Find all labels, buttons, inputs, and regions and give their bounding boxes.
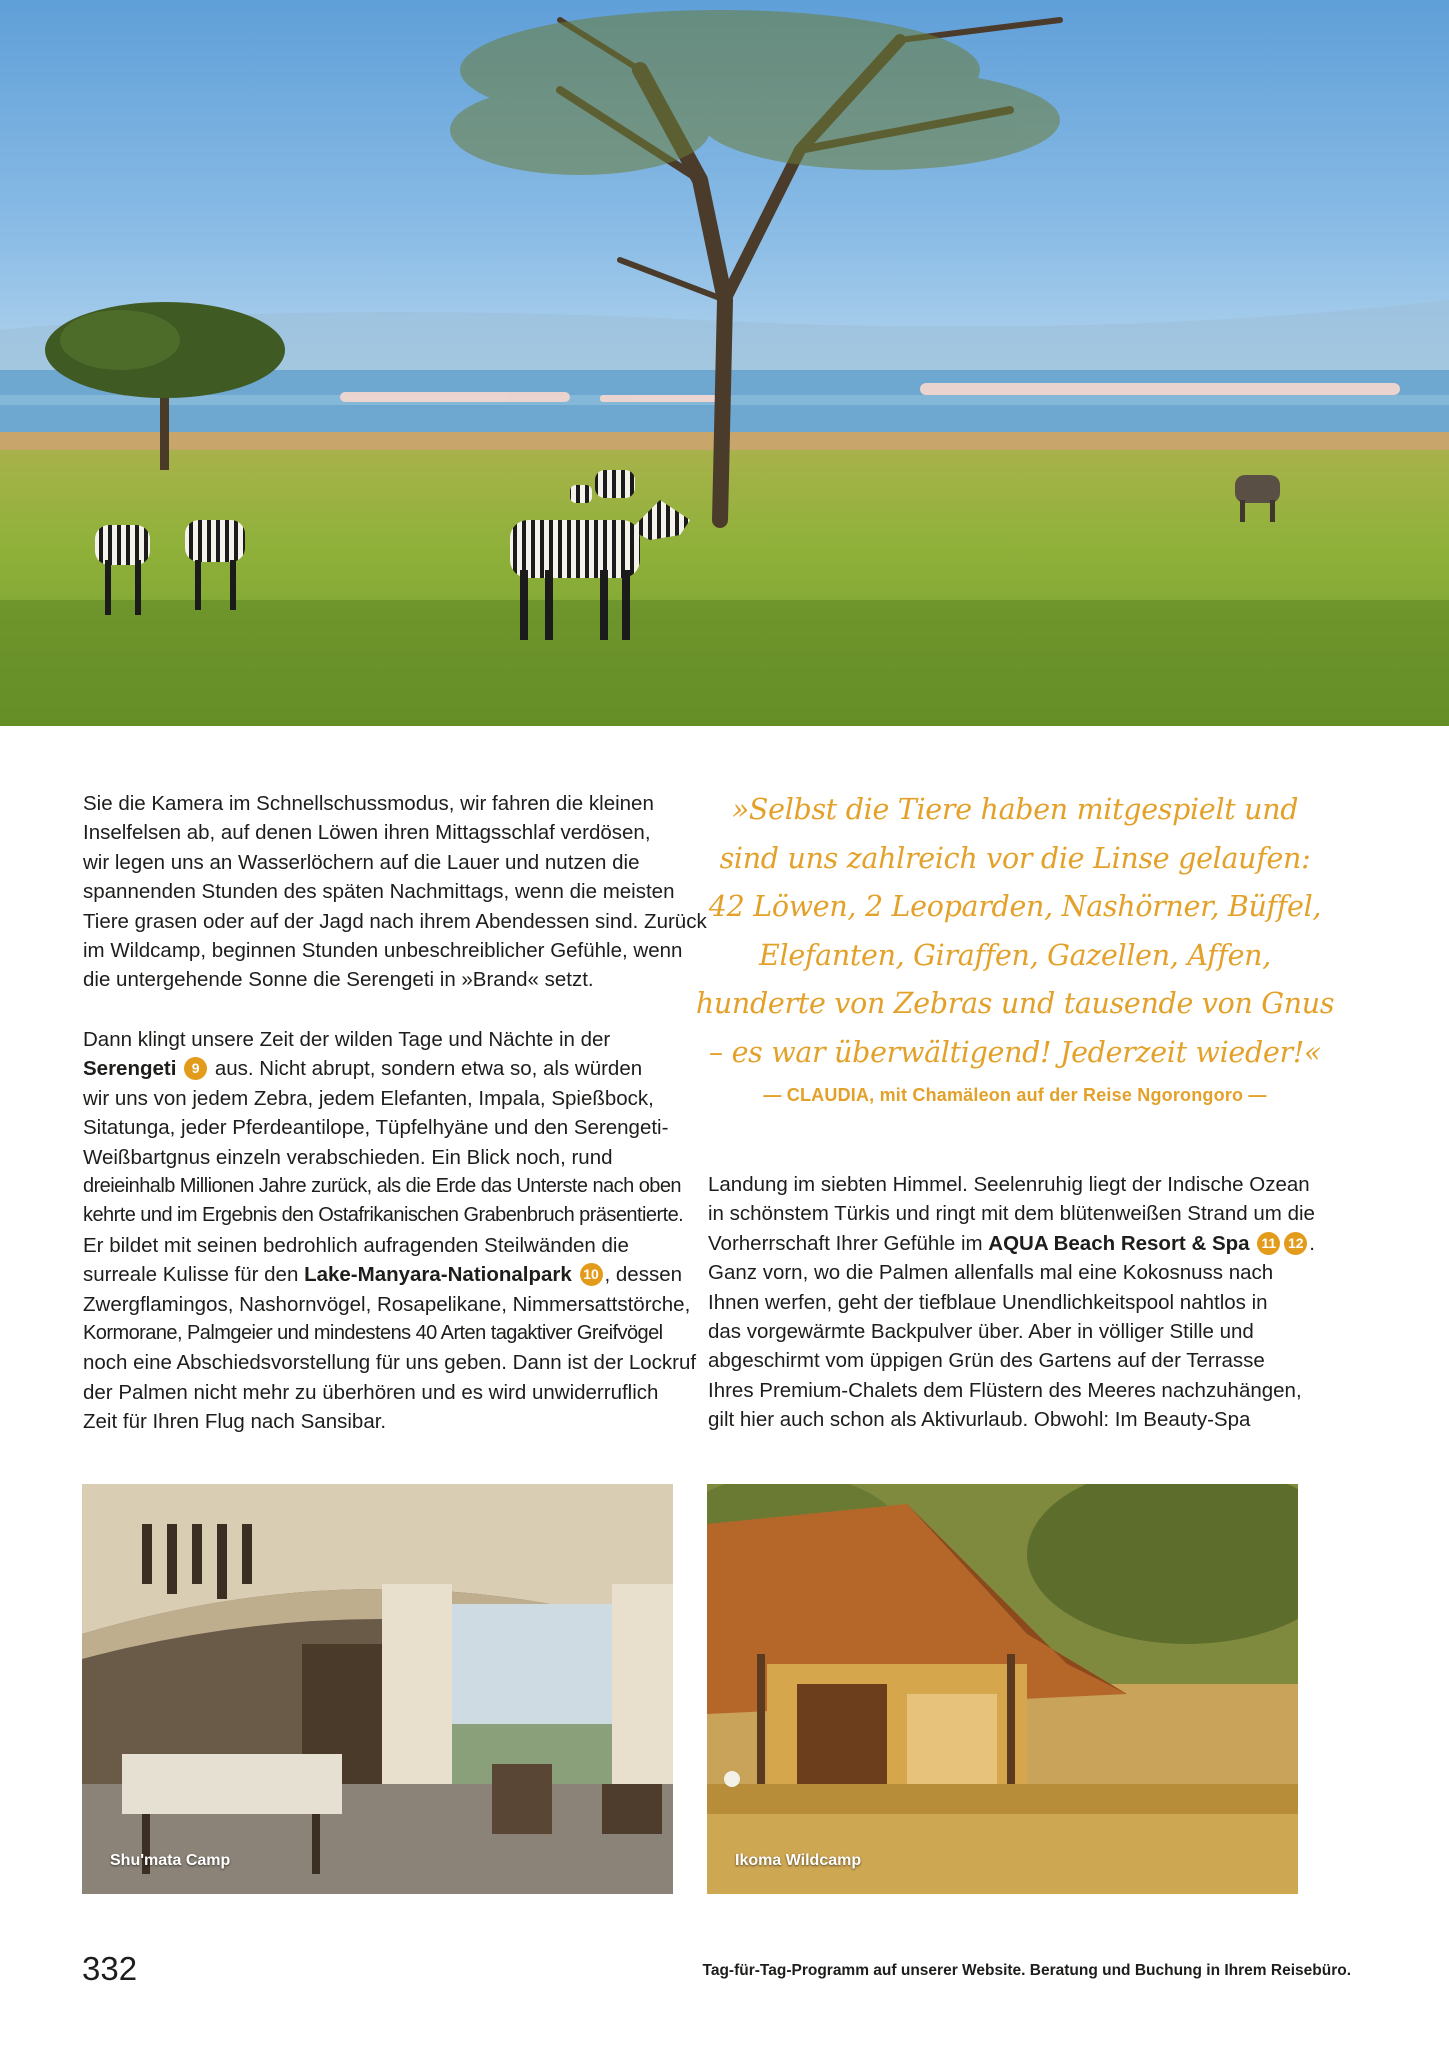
quote-line: – es war überwältigend! Jederzeit wieder!« xyxy=(708,1035,1322,1069)
left-column-paragraph-1 xyxy=(83,789,707,995)
text-line: wir uns von jedem Zebra, jedem Elefanten, Impala, Spießbock, xyxy=(83,1086,654,1110)
hero-photo-zebras-lake-manyara xyxy=(0,0,1449,726)
quote-text xyxy=(695,786,1335,1077)
text-line: Ganz vorn, wo die Palmen allenfalls mal eine Kokosnuss nach xyxy=(708,1261,1274,1285)
text-line: das vorgewärmte Backpulver über. Aber in völliger Stille und xyxy=(708,1320,1254,1344)
pull-quote xyxy=(695,786,1335,1106)
text-fragment: , dessen xyxy=(604,1263,682,1287)
text-line: Dann klingt unsere Zeit der wilden Tage und Nächte in der xyxy=(83,1028,611,1051)
text-line: der Palmen nicht mehr zu überhören und es wird unwiderruflich xyxy=(83,1380,659,1404)
text-line: in schönstem Türkis und ringt mit dem blütenweißen Strand um die xyxy=(708,1202,1315,1226)
text-line: im Wildcamp, beginnen Stunden unbeschreiblicher Gefühle, wenn xyxy=(83,939,683,963)
hero-illustration xyxy=(0,0,1449,726)
text-line: abgeschirmt vom üppigen Grün des Gartens auf der Terrasse xyxy=(708,1349,1265,1373)
page-number: 332 xyxy=(82,1950,138,1987)
text-line: noch eine Abschiedsvorstellung für uns geben. Dann ist der Lockruf xyxy=(83,1351,697,1375)
quote-line: 42 Löwen, 2 Leoparden, Nashörner, Büffel, xyxy=(708,890,1322,923)
text-line: Landung im siebten Himmel. Seelenruhig liegt der Indische Ozean xyxy=(708,1173,1310,1196)
photo-caption: Ikoma Wildcamp xyxy=(735,1852,862,1869)
right-column-paragraph xyxy=(708,1170,1315,1435)
text-line: Weißbartgnus einzeln verabschieden. Ein Blick noch, rund xyxy=(83,1145,613,1169)
footer-note: Tag-für-Tag-Programm auf unserer Website. Beratung und Buchung in Ihrem Reisebüro. xyxy=(702,1962,1351,1979)
text-line: dreieinhalb Millionen Jahre zurück, als die Erde das Unterste nach oben xyxy=(83,1175,681,1198)
quote-attribution: — CLAUDIA, mit Chamäleon auf der Reise Ngorongoro — xyxy=(763,1085,1267,1105)
text-line: spannenden Stunden des späten Nachmittags, wenn die meisten xyxy=(83,880,675,904)
text-line: Tiere grasen oder auf der Jagd nach ihrem Abendessen sind. Zurück xyxy=(83,909,707,933)
photo-caption: Shu'mata Camp xyxy=(110,1852,231,1869)
quote-line: sind uns zahlreich vor die Linse gelaufen: xyxy=(719,841,1311,875)
place-aqua-beach-resort: AQUA Beach Resort & Spa xyxy=(988,1231,1250,1255)
tent-interior-illustration xyxy=(82,1484,673,1894)
quote-line: Elefanten, Giraffen, Gazellen, Affen, xyxy=(759,938,1271,972)
text-line: gilt hier auch schon als Aktivurlaub. Obwohl: Im Beauty-Spa xyxy=(708,1408,1251,1432)
text-line xyxy=(708,1229,1315,1258)
map-marker-11: 11 xyxy=(1257,1232,1280,1255)
left-column-paragraph-2 xyxy=(83,1025,697,1437)
text-fragment: aus. Nicht abrupt, sondern etwa so, als würden xyxy=(209,1057,643,1081)
map-marker-10: 10 xyxy=(580,1263,603,1286)
text-line: kehrte und im Ergebnis den Ostafrikanischen Grabenbruch präsentierte. xyxy=(83,1204,684,1227)
text-line: Er bildet mit seinen bedrohlich aufragenden Steilwänden die xyxy=(83,1233,629,1257)
text-line: Kormorane, Palmgeier und mindestens 40 Arten tagaktiver Greifvögel xyxy=(83,1322,663,1345)
hut-illustration xyxy=(707,1484,1298,1894)
text-line: Sie die Kamera im Schnellschussmodus, wir fahren die kleinen xyxy=(83,792,654,815)
text-line: Ihnen werfen, geht der tiefblaue Unendlichkeitspool nahtlos in xyxy=(708,1290,1268,1314)
text-fragment: surreale Kulisse für den xyxy=(83,1263,305,1287)
text-line xyxy=(83,1260,683,1289)
text-line: Zeit für Ihren Flug nach Sansibar. xyxy=(83,1410,387,1434)
map-marker-9: 9 xyxy=(184,1057,207,1080)
place-serengeti: Serengeti xyxy=(83,1057,177,1081)
text-fragment: Vorherrschaft Ihrer Gefühle im xyxy=(708,1231,989,1255)
place-lake-manyara: Lake-Manyara-Nationalpark xyxy=(304,1263,572,1287)
photo-ikoma-wildcamp xyxy=(707,1484,1298,1894)
text-line: Inselfelsen ab, auf denen Löwen ihren Mittagsschlaf verdösen, xyxy=(83,821,651,845)
text-line: Sitatunga, jeder Pferdeantilope, Tüpfelhyäne und den Serengeti- xyxy=(83,1116,669,1140)
text-line: die untergehende Sonne die Serengeti in »Brand« setzt. xyxy=(83,968,594,992)
text-line: Zwergflamingos, Nashornvögel, Rosapelikane, Nimmersattstörche, xyxy=(83,1292,691,1316)
text-line: wir legen uns an Wasserlöchern auf die Lauer und nutzen die xyxy=(83,850,640,874)
text-line xyxy=(83,1054,683,1083)
quote-line: hunderte von Zebras und tausende von Gnus xyxy=(695,987,1335,1020)
text-fragment: . xyxy=(1309,1231,1315,1255)
quote-line: »Selbst die Tiere haben mitgespielt und xyxy=(731,793,1299,826)
photo-shumata-camp xyxy=(82,1484,673,1894)
text-line: Ihres Premium-Chalets dem Flüstern des Meeres nachzuhängen, xyxy=(708,1378,1302,1402)
map-marker-12: 12 xyxy=(1284,1232,1307,1255)
